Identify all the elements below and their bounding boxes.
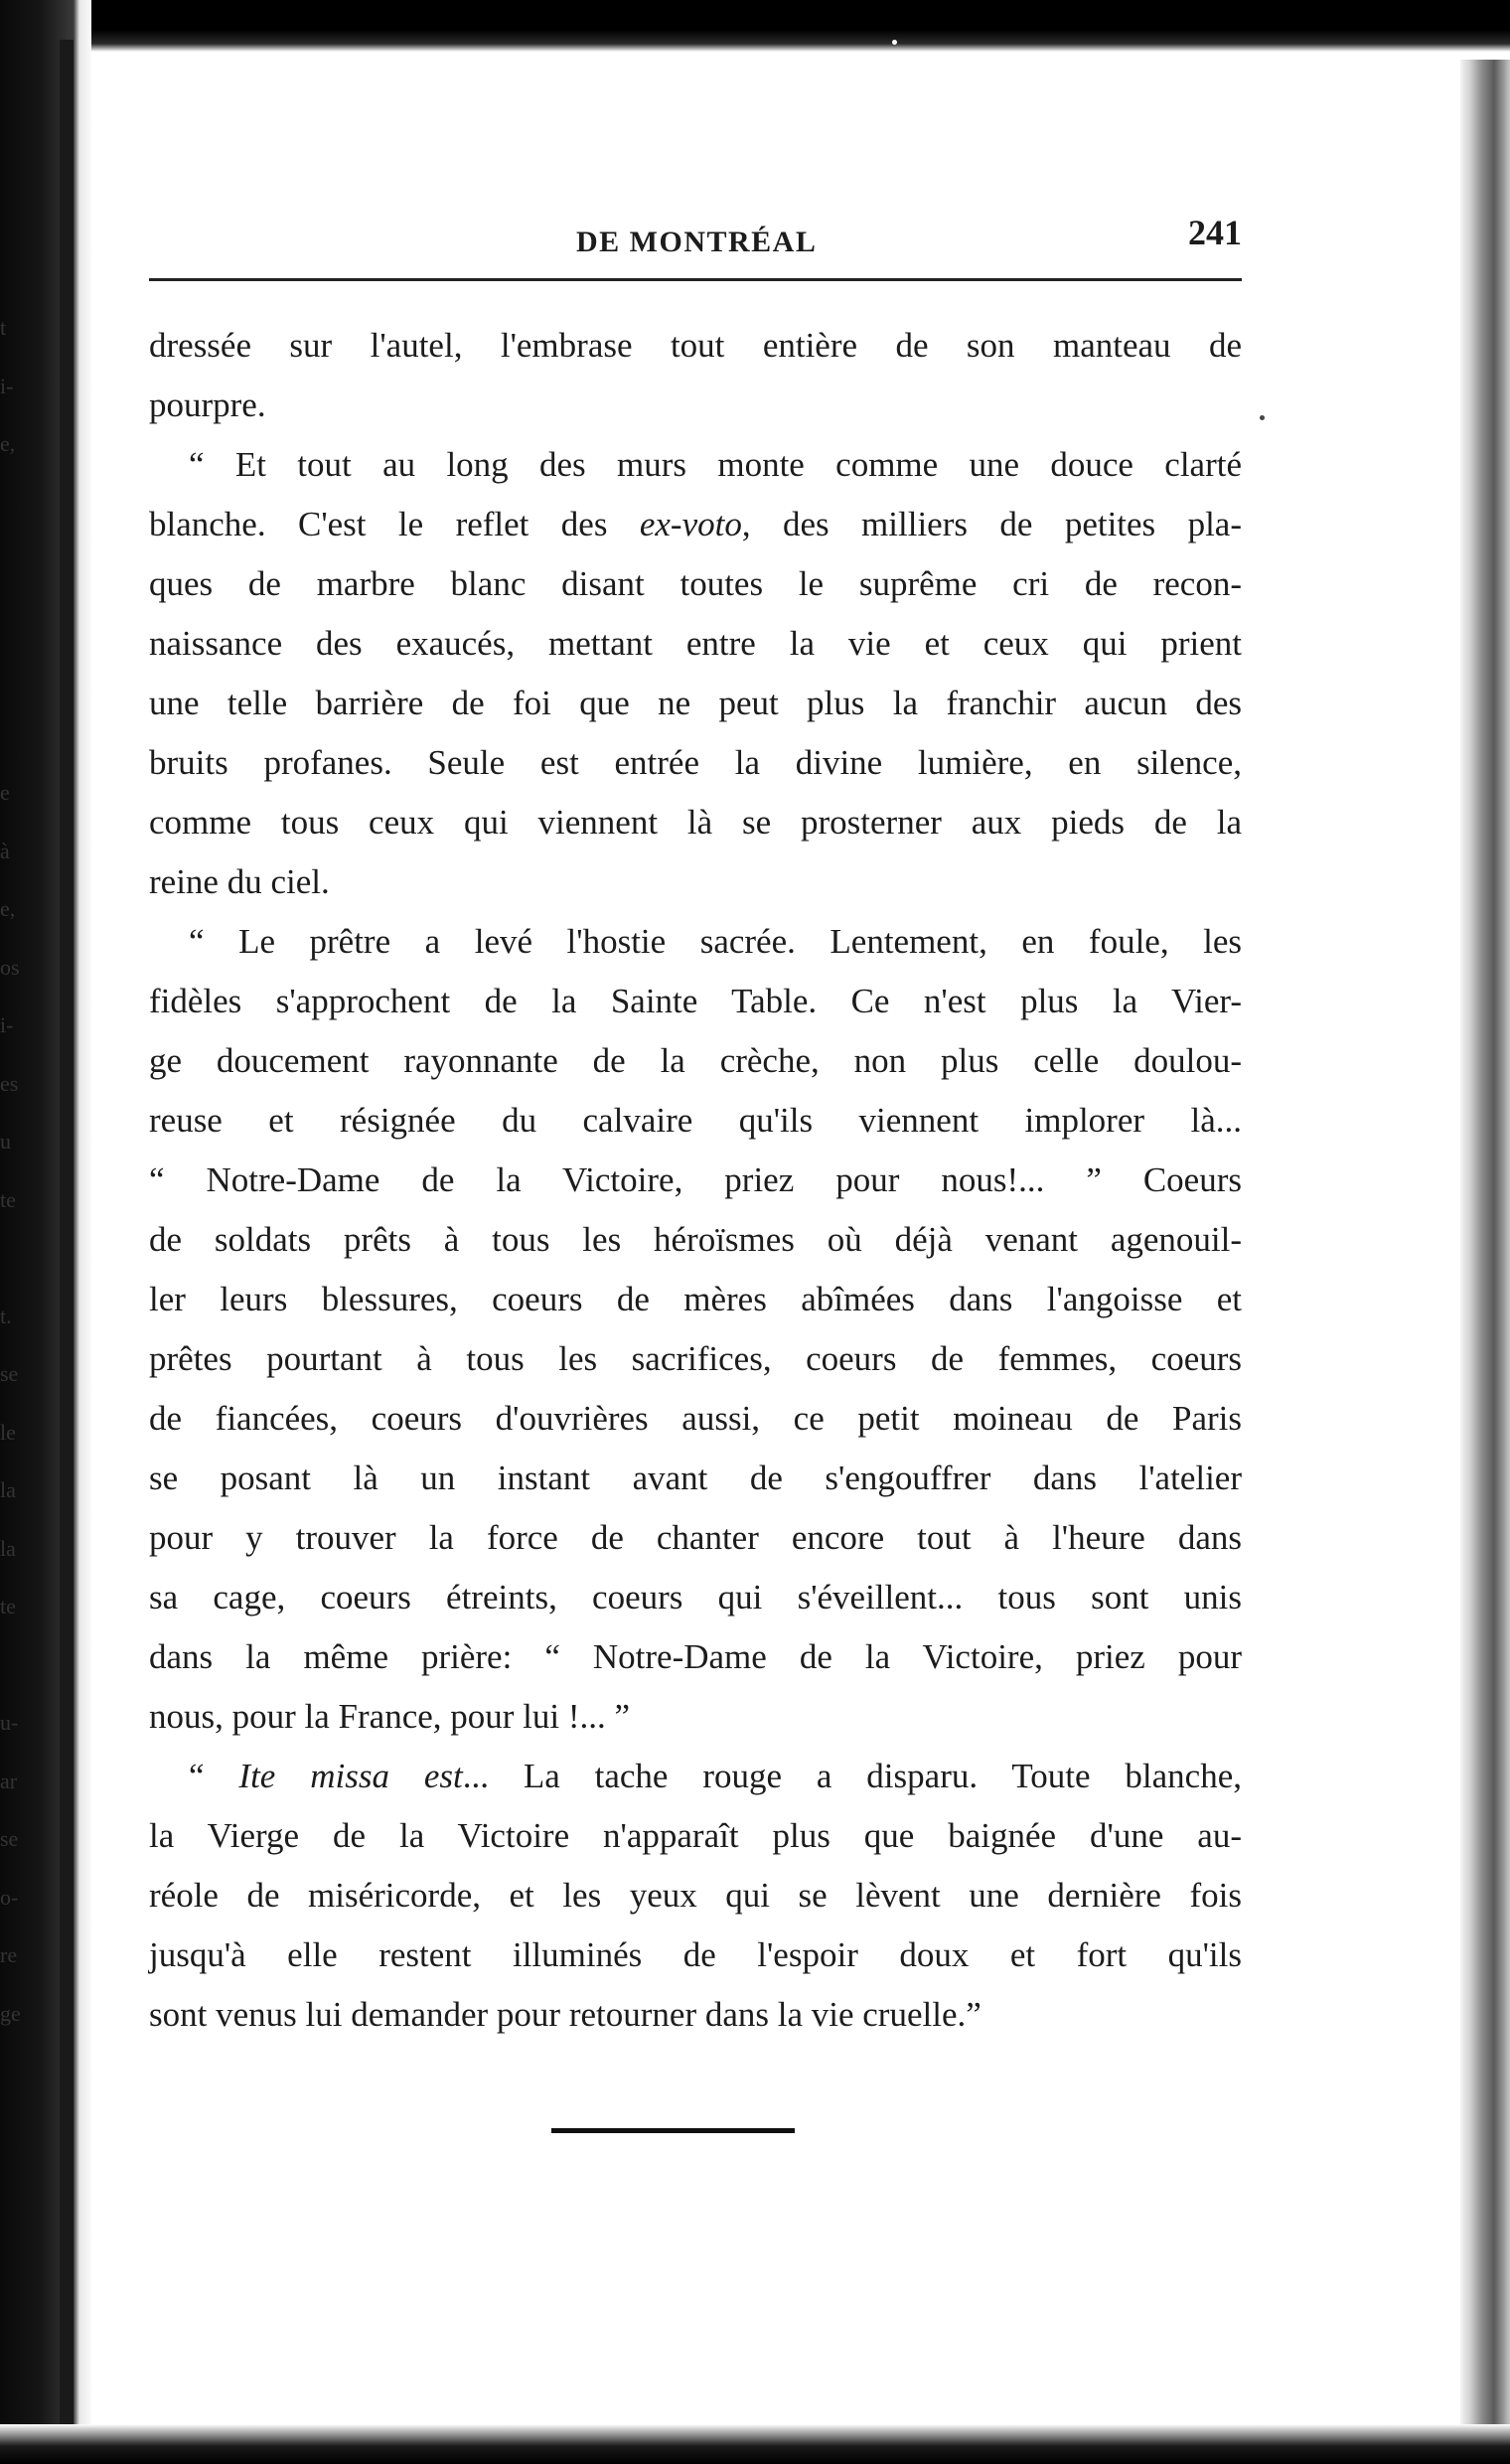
facing-page-fragment: i-: [0, 1012, 14, 1037]
facing-page-fragment: ar: [0, 1768, 18, 1793]
text-line: comme tous ceux qui viennent là se prosterner aux pieds de la: [149, 803, 1242, 842]
facing-page-fragment: u: [0, 1129, 11, 1154]
text-line: dressée sur l'autel, l'embrase tout entière de son manteau de: [149, 326, 1242, 365]
ink-speck: [892, 40, 897, 45]
running-header: [149, 212, 1242, 261]
text-line: nous, pour la France, pour lui !... ”: [149, 1697, 631, 1736]
facing-page-fragment: se: [0, 1826, 19, 1851]
text-line: pourpre.: [149, 385, 266, 424]
facing-page-fragment: te: [0, 1186, 16, 1212]
scan-right-edge: [1460, 60, 1510, 2464]
text-line: “ Le prêtre a levé l'hostie sacrée. Lentement, en foule, les: [189, 922, 1242, 961]
text-line: de soldats prêts à tous les héroïsmes où déjà venant agenouil-: [149, 1220, 1242, 1259]
facing-page-fragment: t.: [0, 1303, 12, 1328]
facing-page-fragment: [0, 705, 24, 764]
text-line: de fiancées, coeurs d'ouvrières aussi, ce petit moineau de Paris: [149, 1399, 1242, 1438]
text-line: pour y trouver la force de chanter encore tout à l'heure dans: [149, 1518, 1242, 1557]
facing-page-fragment: e: [0, 780, 10, 805]
facing-page-fragment: e,: [0, 896, 16, 921]
scan-bottom-edge: [0, 2424, 1510, 2464]
text-line: ler leurs blessures, coeurs de mères abîmées dans l'angoisse et: [149, 1280, 1242, 1318]
text-line: blanche. C'est le reflet des ex-voto, des milliers de petites pla-: [149, 505, 1242, 543]
text-line: bruits profanes. Seule est entrée la divine lumière, en silence,: [149, 743, 1242, 782]
text-line: “ Ite missa est... La tache rouge a disparu. Toute blanche,: [189, 1757, 1242, 1795]
text-line: dans la même prière: “ Notre-Dame de la Victoire, priez pour: [149, 1637, 1242, 1676]
facing-page-fragment: se: [0, 1361, 19, 1386]
text-line: une telle barrière de foi que ne peut plus la franchir aucun des: [149, 684, 1242, 722]
text-line: se posant là un instant avant de s'engouffrer dans l'atelier: [149, 1459, 1242, 1497]
running-title: DE MONTRÉAL: [576, 226, 818, 258]
facing-page-fragment: os: [0, 954, 20, 980]
facing-page-fragment: la: [0, 1477, 16, 1502]
facing-page-fragment: t: [0, 315, 7, 340]
header-rule: [149, 278, 1242, 281]
facing-page-fragment: la: [0, 1535, 16, 1561]
paragraph: [149, 1747, 1242, 2045]
text-line: réole de miséricorde, et les yeux qui se lèvent une dernière fois: [149, 1876, 1242, 1915]
text-line: reine du ciel.: [149, 862, 330, 901]
ink-speck: [1260, 415, 1265, 420]
text-line: ques de marbre blanc disant toutes le suprême cri de recon-: [149, 564, 1242, 603]
paragraph: [149, 435, 1242, 912]
facing-page-fragment: e,: [0, 431, 16, 456]
facing-page-fragment: [0, 473, 24, 532]
facing-page-fragment: [0, 1635, 24, 1694]
text-line: fidèles s'approchent de la Sainte Table. Ce n'est plus la Vier-: [149, 982, 1242, 1020]
facing-page-fragment: es: [0, 1070, 19, 1096]
text-line: naissance des exaucés, mettant entre la vie et ceux qui prient: [149, 624, 1242, 663]
page-body: [149, 316, 1242, 2045]
text-line: “ Et tout au long des murs monte comme une douce clarté: [189, 445, 1242, 484]
facing-page-fragment: re: [0, 1942, 18, 1967]
book-spine-shadow: [60, 40, 74, 2424]
facing-page-fragment: le: [0, 1419, 16, 1445]
text-line: prêtes pourtant à tous les sacrifices, coeurs de femmes, coeurs: [149, 1339, 1242, 1378]
facing-page-fragment: te: [0, 1594, 16, 1618]
text-line: jusqu'à elle restent illuminés de l'espoir doux et fort qu'ils: [149, 1935, 1242, 1974]
facing-page-fragment: [0, 531, 24, 589]
text-line: ge doucement rayonnante de la crèche, non plus celle doulou-: [149, 1041, 1242, 1080]
text-line: la Vierge de la Victoire n'apparaît plus que baignée d'une au-: [149, 1816, 1242, 1855]
closing-rule: [551, 2128, 795, 2133]
text-line: reuse et résignée du calvaire qu'ils viennent implorer là...: [149, 1101, 1242, 1140]
text-line: sa cage, coeurs étreints, coeurs qui s'éveillent... tous sont unis: [149, 1578, 1242, 1617]
facing-page-fragment: ge: [0, 2000, 21, 2026]
facing-page-fragment: o-: [0, 1884, 19, 1910]
facing-page-fragment: [0, 589, 24, 648]
facing-page-fragment: [0, 1228, 24, 1287]
page-number: 241: [1188, 213, 1242, 252]
paragraph: [149, 316, 1242, 435]
facing-page-fragment: u-: [0, 1710, 19, 1735]
text-line: sont venus lui demander pour retourner dans la vie cruelle.”: [149, 1995, 982, 2034]
text-line: “ Notre-Dame de la Victoire, priez pour nous!... ” Coeurs: [149, 1160, 1242, 1199]
facing-page-fragments: [0, 298, 24, 2285]
facing-page-fragment: [0, 647, 24, 705]
facing-page-fragment: i-: [0, 373, 14, 398]
facing-page-fragment: à: [0, 838, 10, 863]
paragraph: [149, 912, 1242, 1747]
scan-top-edge: [0, 0, 1510, 52]
